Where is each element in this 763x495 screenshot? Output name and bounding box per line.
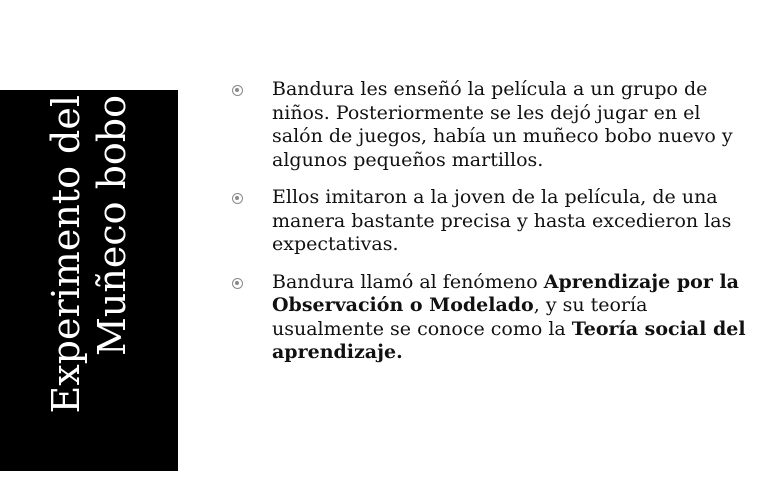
circle-dot-bullet-icon xyxy=(232,193,243,204)
circle-dot-bullet-icon xyxy=(232,278,243,289)
bullet-3-term-observational-learning: Aprendizaje por la Observación o Modelado xyxy=(272,270,739,316)
bullet-item-2 xyxy=(232,186,752,257)
bullet-item-3 xyxy=(232,271,752,365)
bullet-3-term-social-learning-theory: Teoría social del aprendizaje. xyxy=(272,317,746,363)
slide-title xyxy=(43,95,135,465)
circle-dot-bullet-icon xyxy=(232,85,243,96)
bullet-2-text: Ellos imitaron a la joven de la película, de una manera bastante precisa y hasta excedieron las expectativas. xyxy=(272,186,732,255)
bullet-1-text: Bandura les enseñó la película a un grupo de niños. Posteriormente se les dejó jugar en el salón de juegos, había un muñeco bobo nuevo y algunos pequeños martillos. xyxy=(272,78,733,171)
slide-title-line-2: Muñeco bobo xyxy=(90,95,134,356)
slide-title-line-1: Experimento del xyxy=(44,95,88,414)
bullet-3-text-start: Bandura llamó al fenómeno xyxy=(272,270,544,293)
bullet-list xyxy=(232,78,752,379)
bullet-item-1 xyxy=(232,78,752,172)
bullet-3-text-middle: , y su teoría usualmente se conoce como la xyxy=(272,294,648,340)
